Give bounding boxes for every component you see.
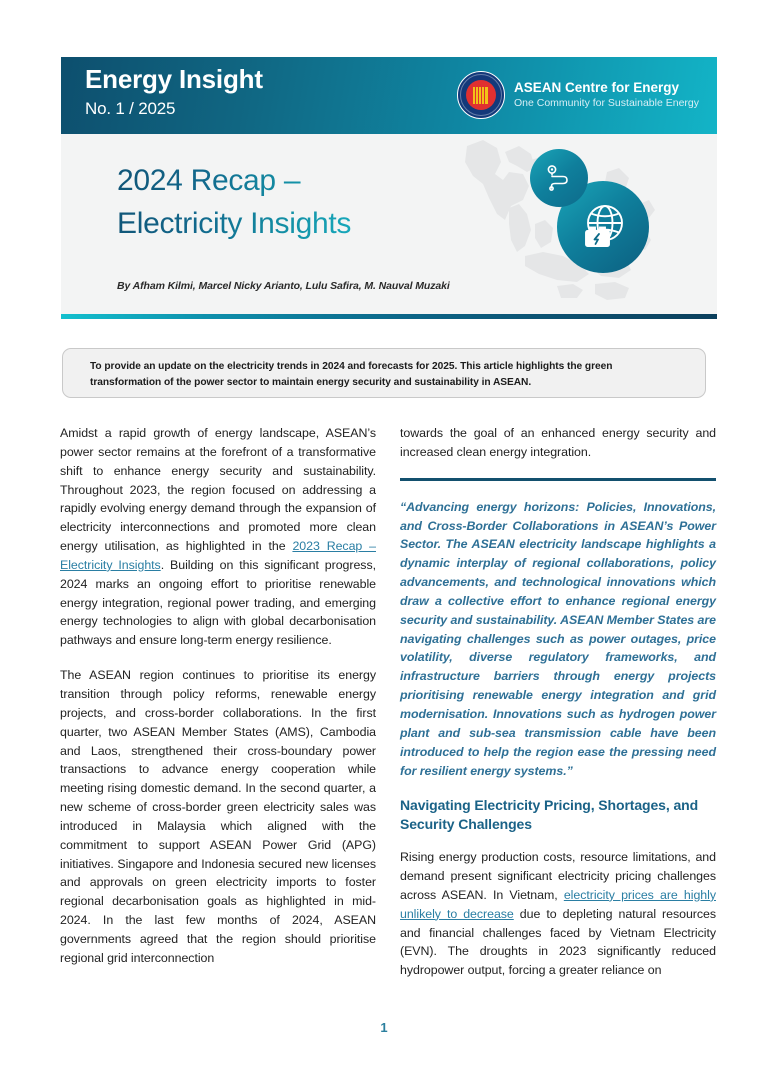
paragraph-3: [400, 848, 716, 980]
paragraph-3-text-a: Rising energy production costs, resource limitations, and demand present significant electricity pricing challenges across ASEAN. In Vietnam,: [400, 850, 716, 902]
page-title-line-1: 2024 Recap –: [117, 164, 301, 197]
route-pin-icon: [543, 162, 575, 194]
org-text-block: [514, 80, 699, 109]
route-pin-badge: [530, 149, 588, 207]
publication-title: Energy Insight: [85, 64, 263, 94]
document-header-band: [61, 57, 717, 134]
org-name: ASEAN Centre for Energy: [513, 80, 680, 96]
globe-battery-icon: [574, 198, 632, 256]
abstract-text: To provide an update on the electricity trends in 2024 and forecasts for 2025. This article highlights the green transformation of the power sector to maintain energy security and sustainability in ASEAN.: [90, 361, 613, 388]
publication-issue: No. 1 / 2025: [85, 99, 176, 118]
body-column-left: [60, 424, 376, 968]
title-gradient-divider: [61, 314, 717, 319]
paragraph-1: [60, 424, 376, 650]
paragraph-1-text-b: . Building on this significant progress, 2024 marks an ongoing effort to prioritise renewable energy integration, regional power trading, and emerging energy technologies to align with global decarbonisation pathways and ensure long-term energy resilience.: [60, 557, 376, 648]
body-column-right: [400, 424, 716, 980]
title-block: [61, 134, 717, 314]
ace-logo-group: [457, 71, 699, 119]
page-number: 1: [380, 1020, 388, 1035]
page-title-line-2: Electricity Insights: [117, 206, 352, 240]
section-heading: Navigating Electricity Pricing, Shortages, and Security Challenges: [400, 797, 699, 833]
paragraph-1-text-a: Amidst a rapid growth of energy landscape, ASEAN’s power sector remains at the forefront of a transformative shift to enhance energy security and sustainability. Throughout 2023, the region focused on addressing a rapidly evolving energy demand through the expansion of electricity interconnections and promoted more clean energy utilisation, as highlighted in the: [60, 426, 376, 554]
seal-ring: [460, 74, 502, 116]
paragraph-continued: towards the goal of an enhanced energy security and increased clean energy integration.: [400, 426, 716, 459]
pullquote: “Advancing energy horizons: Policies, Innovations, and Cross-Border Collaborations in ASEAN’s Power Sector. The ASEAN electricity landscape highlights a dynamic interplay of regional collaborations, policy advancements, and technological innovations which draw a collective effort to enhance regional energy security and sustainability. ASEAN Member States are navigating challenges such as power outages, price volatility, diverse regulatory frameworks, and infrastructure barriers through energy projects prioritising renewable energy integration and grid modernisation. Innovations such as hydrogen power plant and sub-sea transmission cable have been introduced to help the region ease the pressing need for resilient energy systems.”: [400, 499, 716, 778]
abstract-box: [62, 348, 706, 398]
asean-seal-icon: [457, 71, 505, 119]
paragraph-2: The ASEAN region continues to prioritise its energy transition through policy reforms, renewable energy projects, and cross-border collaborations. In the first quarter, two ASEAN Member States (AMS), Cambodia and Laos, strengthened their cross-boundary power transactions to advance energy cooperation while meeting rising domestic demand. In the second quarter, a new scheme of cross-border green electricity sales was introduced in Malaysia which aligned with the commitment to support ASEAN Power Grid (APG) initiatives. Singapore and Indonesia secured new licenses and approvals on green electricity imports to foster regional decarbonisation goals as highlighted in mid-2024. In the last few months of 2024, ASEAN governments agreed that the region should prioritise regional grid interconnection: [60, 668, 376, 965]
page-title: [117, 160, 351, 245]
pullquote-divider: [400, 478, 716, 481]
author-byline: By Afham Kilmi, Marcel Nicky Arianto, Lulu Safira, M. Nauval Muzaki: [117, 280, 450, 292]
link-vietnam-prices[interactable]: electricity prices are highly unlikely to decrease: [400, 887, 716, 921]
org-tagline: One Community for Sustainable Energy: [513, 96, 699, 109]
paragraph-3-text-b: due to depleting natural resources and financial challenges faced by Vietnam Electricity (EVN). The droughts in 2023 significantly reduced hydropower output, forcing a greater reliance on: [400, 906, 716, 978]
link-2023-recap[interactable]: 2023 Recap – Electricity Insights: [60, 539, 376, 572]
